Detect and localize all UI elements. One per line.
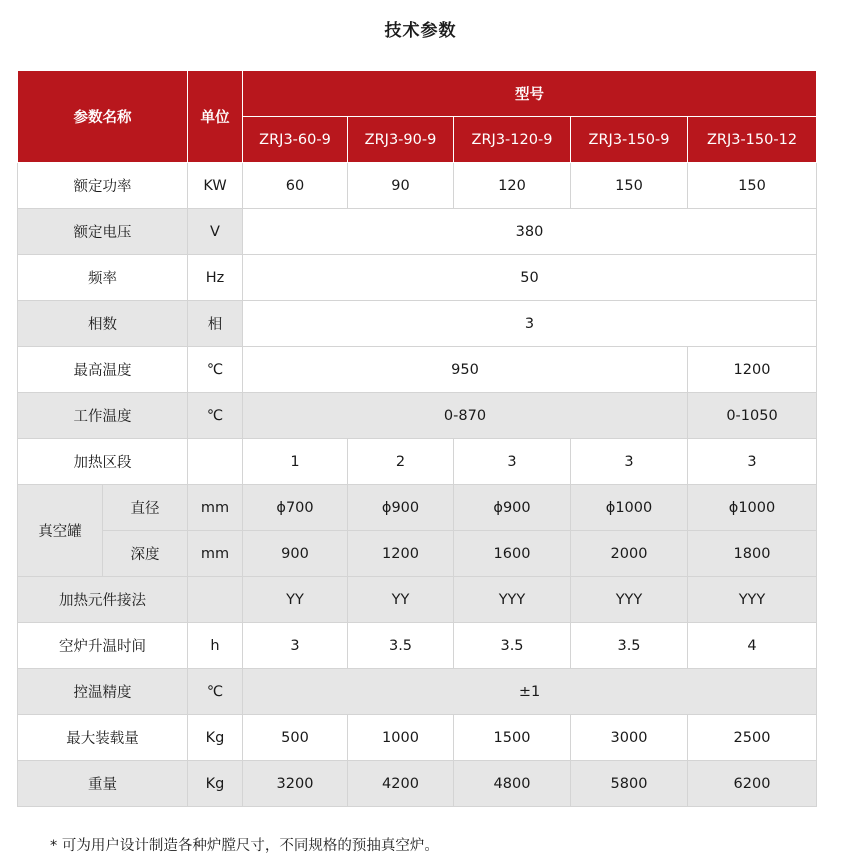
table-cell: 0-1050 [688, 393, 817, 439]
table-cell: 3.5 [571, 623, 688, 669]
row-unit [188, 439, 243, 485]
row-unit: Kg [188, 761, 243, 807]
table-row-tank-diameter [18, 485, 817, 531]
row-sublabel: 直径 [103, 485, 188, 531]
table-cell: ϕ1000 [571, 485, 688, 531]
row-label: 重量 [18, 761, 188, 807]
table-cell: 3 [688, 439, 817, 485]
table-cell: 1200 [688, 347, 817, 393]
table-row-weight [18, 761, 817, 807]
row-label: 最大装载量 [18, 715, 188, 761]
row-unit: Hz [188, 255, 243, 301]
table-cell: YYY [454, 577, 571, 623]
header-model-name: ZRJ3-150-12 [688, 117, 817, 163]
table-cell: 1200 [348, 531, 454, 577]
table-cell: 150 [688, 163, 817, 209]
table-cell: YYY [571, 577, 688, 623]
row-label: 加热元件接法 [18, 577, 188, 623]
table-cell: YY [348, 577, 454, 623]
row-unit: h [188, 623, 243, 669]
table-cell: ϕ900 [454, 485, 571, 531]
page-title: 技术参数 [384, 21, 457, 41]
table-row-max-load [18, 715, 817, 761]
table-cell: 120 [454, 163, 571, 209]
header-model-name: ZRJ3-120-9 [454, 117, 571, 163]
table-cell: 2000 [571, 531, 688, 577]
table-cell: 1800 [688, 531, 817, 577]
header-model-name: ZRJ3-60-9 [243, 117, 348, 163]
table-cell: 380 [243, 209, 817, 255]
table-row-temp-accuracy [18, 669, 817, 715]
row-unit [188, 577, 243, 623]
row-unit: ℃ [188, 669, 243, 715]
table-cell: 3 [243, 623, 348, 669]
row-label: 最高温度 [18, 347, 188, 393]
header-unit: 单位 [188, 71, 243, 163]
table-cell: 6200 [688, 761, 817, 807]
row-label: 空炉升温时间 [18, 623, 188, 669]
row-unit: ℃ [188, 393, 243, 439]
row-label: 额定功率 [18, 163, 188, 209]
row-label: 控温精度 [18, 669, 188, 715]
row-unit: mm [188, 485, 243, 531]
table-cell: ϕ900 [348, 485, 454, 531]
table-cell: 3.5 [454, 623, 571, 669]
spec-table [17, 70, 817, 807]
header-model-name: ZRJ3-90-9 [348, 117, 454, 163]
table-row-rated-power [18, 163, 817, 209]
row-unit: V [188, 209, 243, 255]
row-unit: KW [188, 163, 243, 209]
table-cell: 4200 [348, 761, 454, 807]
table-cell: 150 [571, 163, 688, 209]
table-cell: 90 [348, 163, 454, 209]
row-unit: Kg [188, 715, 243, 761]
table-row-work-temp [18, 393, 817, 439]
table-cell: 4800 [454, 761, 571, 807]
table-cell: 950 [243, 347, 688, 393]
table-cell: 3000 [571, 715, 688, 761]
table-cell: 5800 [571, 761, 688, 807]
table-cell: 1000 [348, 715, 454, 761]
table-row-element-connection [18, 577, 817, 623]
table-cell: 60 [243, 163, 348, 209]
table-cell: ±1 [243, 669, 817, 715]
table-row-max-temp [18, 347, 817, 393]
row-group-label: 真空罐 [18, 485, 103, 577]
row-label: 工作温度 [18, 393, 188, 439]
table-cell: 500 [243, 715, 348, 761]
table-cell: 3 [243, 301, 817, 347]
footnote: * 可为用户设计制造各种炉膛尺寸，不同规格的预抽真空炉。 [50, 838, 439, 854]
table-row-heating-zones [18, 439, 817, 485]
row-sublabel: 深度 [103, 531, 188, 577]
row-unit: 相 [188, 301, 243, 347]
table-cell: ϕ700 [243, 485, 348, 531]
row-unit: ℃ [188, 347, 243, 393]
table-row-phase [18, 301, 817, 347]
table-cell: 1600 [454, 531, 571, 577]
table-cell: 2 [348, 439, 454, 485]
table-row-heatup-time [18, 623, 817, 669]
table-cell: ϕ1000 [688, 485, 817, 531]
row-label: 加热区段 [18, 439, 188, 485]
row-unit: mm [188, 531, 243, 577]
header-param-name: 参数名称 [18, 71, 188, 163]
table-cell: YY [243, 577, 348, 623]
header-row-1 [18, 71, 817, 117]
table-cell: 2500 [688, 715, 817, 761]
table-row-tank-depth [18, 531, 817, 577]
table-cell: 3 [454, 439, 571, 485]
table-cell: 1 [243, 439, 348, 485]
header-model-name: ZRJ3-150-9 [571, 117, 688, 163]
table-cell: 0-870 [243, 393, 688, 439]
header-model: 型号 [243, 71, 817, 117]
table-cell: 4 [688, 623, 817, 669]
table-row-frequency [18, 255, 817, 301]
table-cell: 3200 [243, 761, 348, 807]
table-cell: 3 [571, 439, 688, 485]
table-cell: YYY [688, 577, 817, 623]
table-cell: 1500 [454, 715, 571, 761]
table-cell: 900 [243, 531, 348, 577]
row-label: 相数 [18, 301, 188, 347]
row-label: 频率 [18, 255, 188, 301]
row-label: 额定电压 [18, 209, 188, 255]
table-cell: 3.5 [348, 623, 454, 669]
table-row-rated-voltage [18, 209, 817, 255]
table-cell: 50 [243, 255, 817, 301]
